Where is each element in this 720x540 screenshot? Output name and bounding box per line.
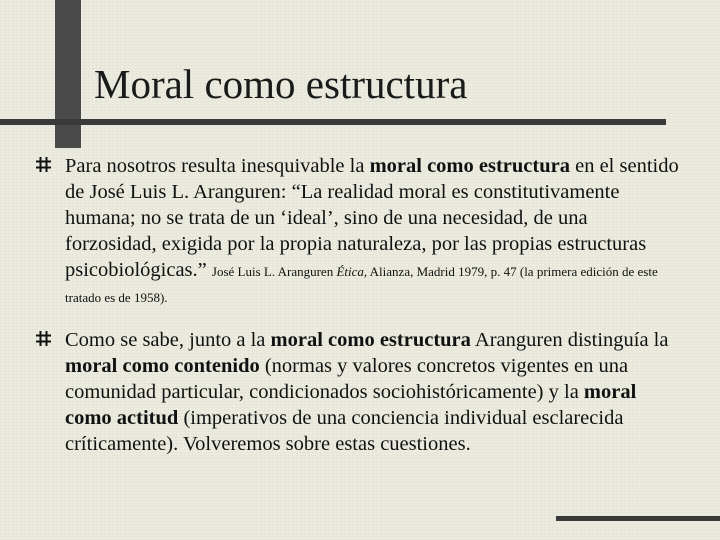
hash-bullet-icon (36, 157, 51, 172)
title-divider (0, 119, 666, 125)
bullet2-text-3: (normas y valores concretos vigentes en una comunidad particular, condicionados sociohistóricamente) y la (65, 355, 629, 403)
slide-title: Moral como estructura (94, 61, 468, 107)
bullet1-text-1: Para nosotros resulta inesquivable la (65, 155, 370, 177)
bullet2-bold-3: moral como actitud (65, 381, 637, 429)
bullet2-text-1: Como se sabe, junto a la (65, 329, 271, 351)
decorative-block (55, 0, 81, 148)
bullet2-text-2: Aranguren distinguía la (470, 329, 669, 351)
citation-author: José Luis L. Aranguren (211, 264, 337, 279)
bullet2-text-4: (imperativos de una conciencia individual esclarecida críticamente). Volveremos sobre estas cuestiones. (65, 407, 624, 455)
hash-bullet-icon (36, 331, 51, 346)
bullet1-bold-1: moral como estructura (369, 155, 570, 177)
bullet2-bold-2: moral como contenido (65, 355, 260, 377)
bullet1-text-2: en el sentido de José Luis L. Aranguren: “La realidad moral es constitutivamente humana; no se trata de un ‘ideal’, sino de una necesidad, de una forzosidad, exigida por la propia naturaleza, por las propias estructuras psicobiológicas.” (65, 155, 679, 281)
bullet2-bold-1: moral como estructura (270, 329, 471, 351)
citation-book-title: Ética, (336, 264, 368, 279)
bottom-divider (556, 516, 720, 521)
bullet-paragraph-2 (65, 327, 680, 457)
citation-details: Alianza, Madrid 1979, p. 47 (la primera edición de este tratado es de 1958). (65, 264, 658, 305)
bullet-paragraph-1 (65, 153, 680, 309)
